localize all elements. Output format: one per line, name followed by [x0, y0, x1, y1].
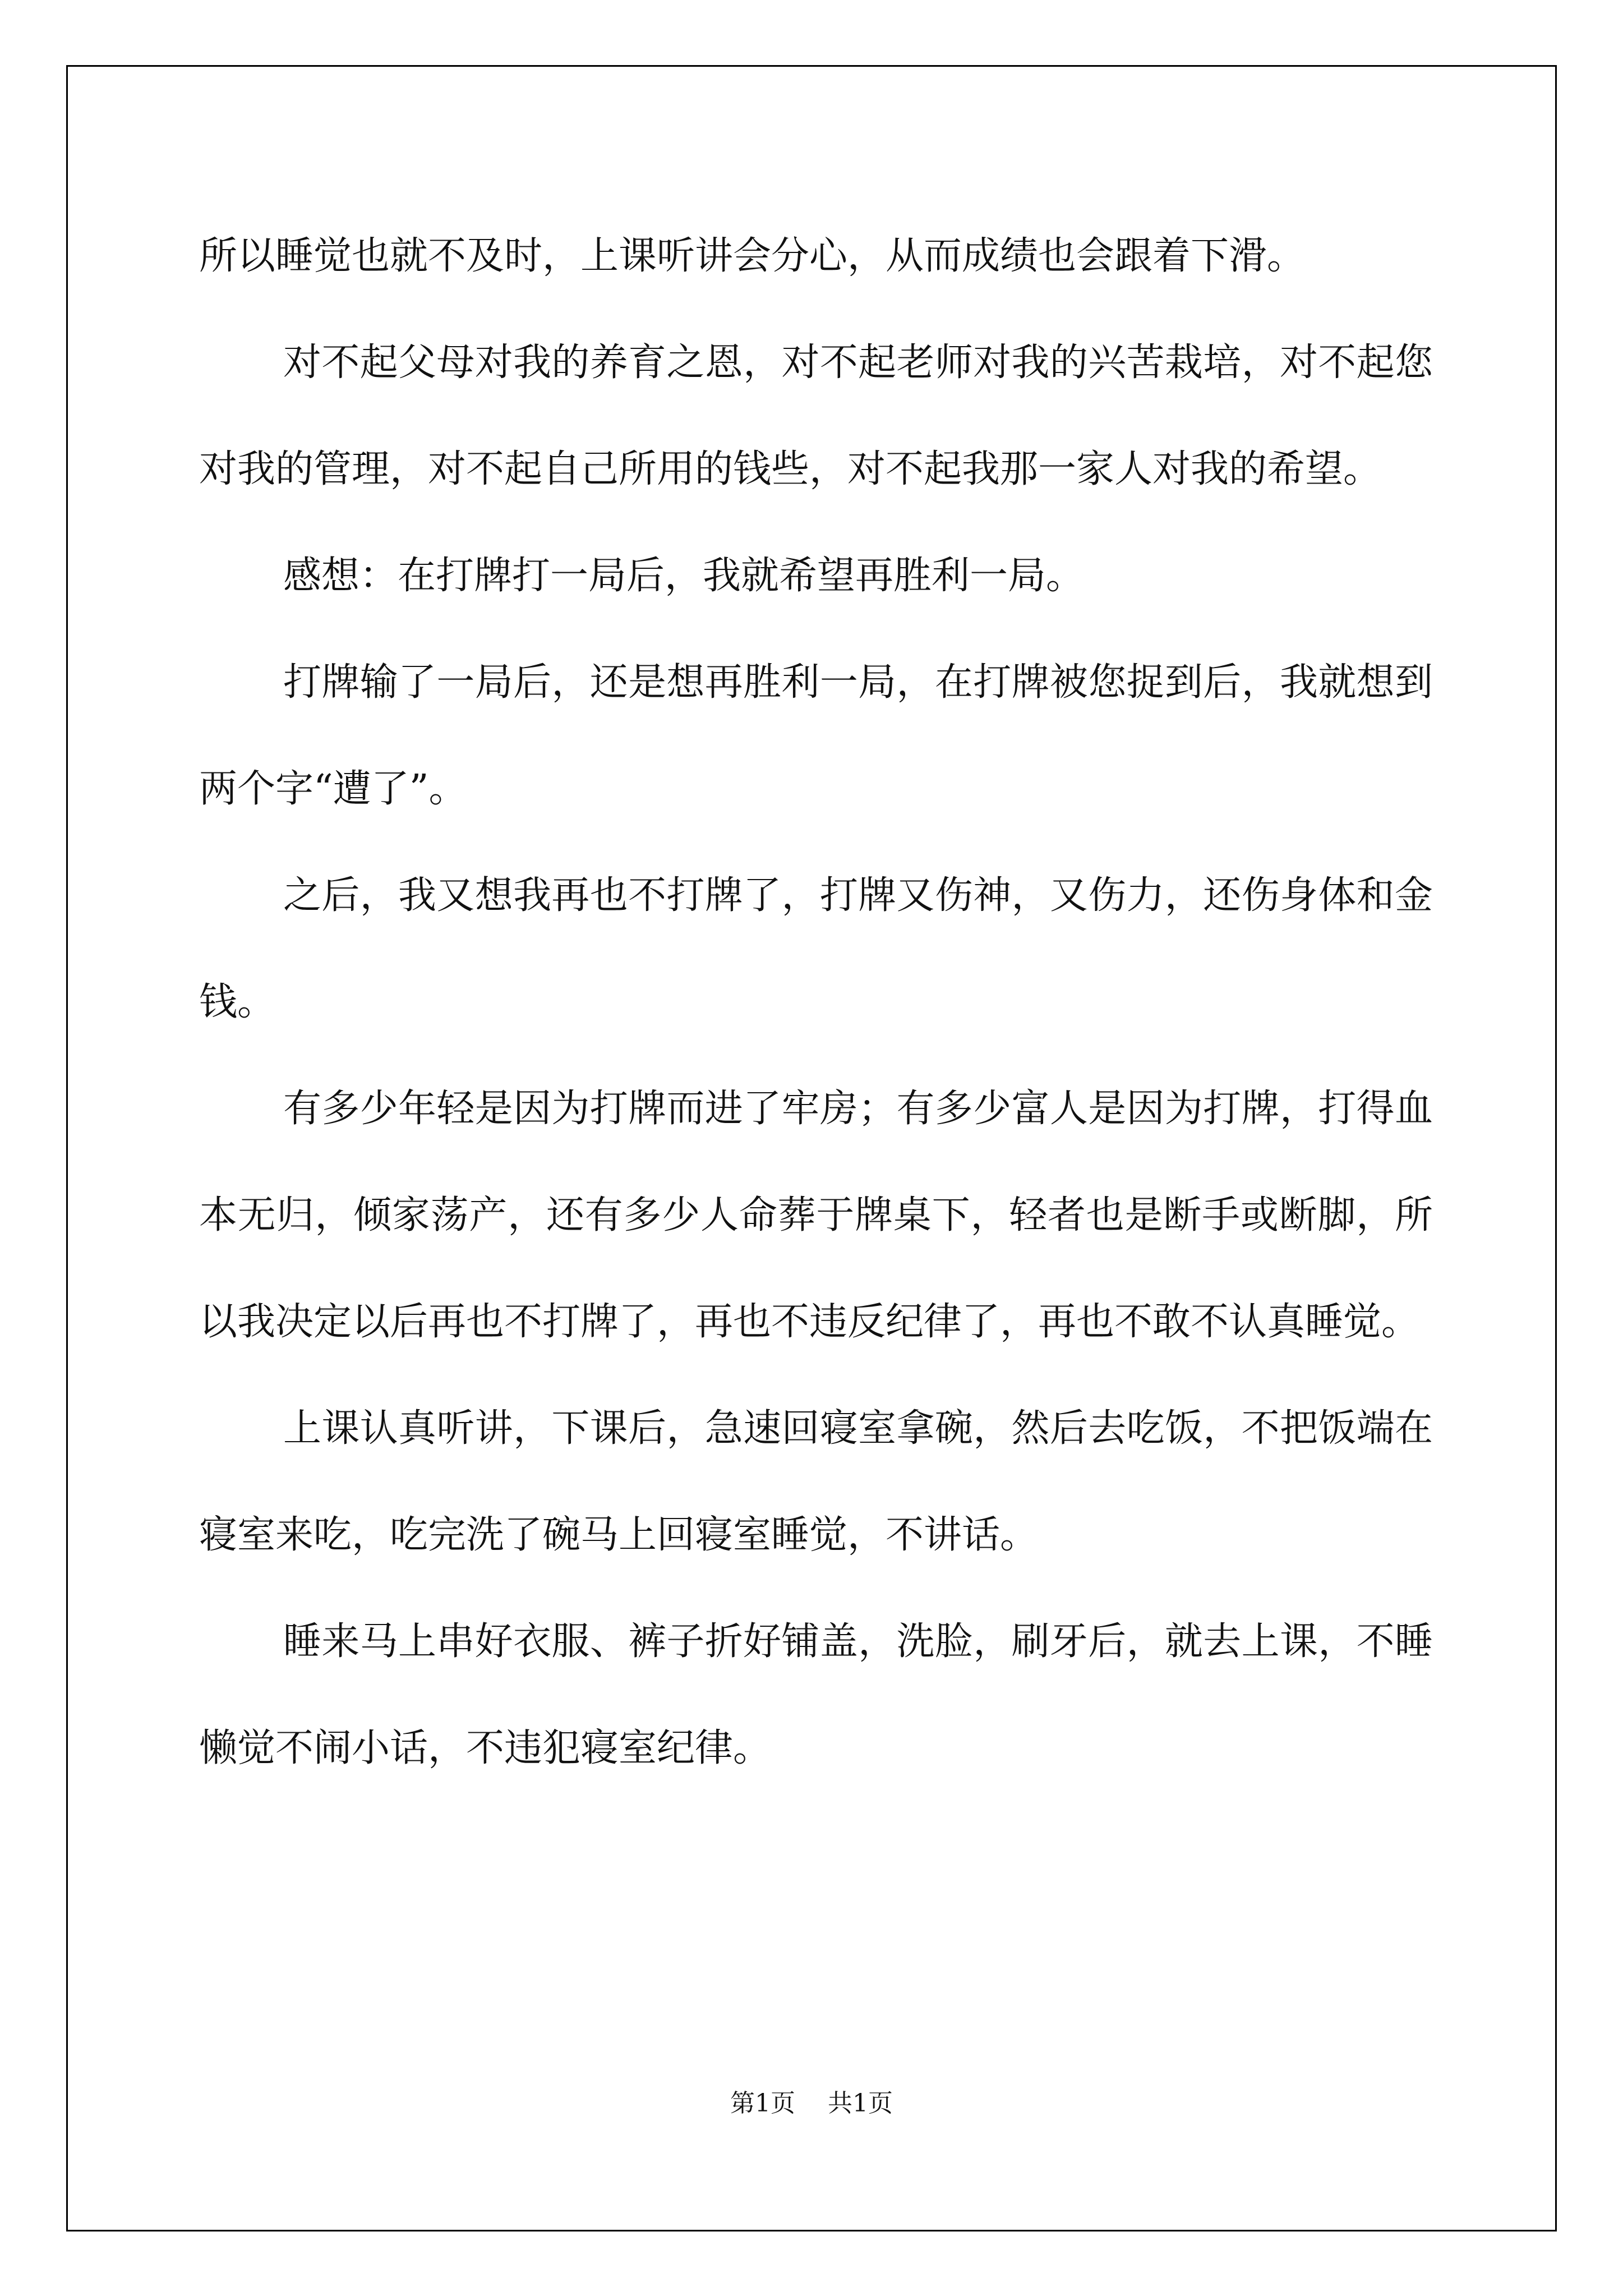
paragraph: 打牌输了一局后，还是想再胜利一局，在打牌被您捉到后，我就想到两个字“遭了”。 [199, 660, 1433, 811]
paragraph: 有多少年轻是因为打牌而进了牢房；有多少富人是因为打牌，打得血本无归，倾家荡产，还有多少人命葬于牌桌下，轻者也是断手或断脚，所以我决定以后再也不打牌了，再也不违反纪律了，再也不敢不认真睡觉。 [199, 1087, 1433, 1344]
paragraph: 所以睡觉也就不及时，上课听讲会分心，从而成绩也会跟着下滑。 [199, 234, 1306, 278]
paragraph: 感想：在打牌打一局后，我就希望再胜利一局。 [283, 554, 1085, 598]
paragraph: 上课认真听讲，下课后，急速回寝室拿碗，然后去吃饭，不把饭端在寝室来吃，吃完洗了碗马上回寝室睡觉，不讲话。 [199, 1406, 1433, 1557]
document-body [199, 203, 1433, 1802]
paragraph: 对不起父母对我的养育之恩，对不起老师对我的兴苦栽培，对不起您对我的管理，对不起自己所用的钱些，对不起我那一家人对我的希望。 [199, 341, 1433, 491]
paragraph: 睡来马上串好衣服、裤子折好铺盖，洗脸，刷牙后，就去上课，不睡懒觉不闹小话，不违犯寝室纪律。 [199, 1619, 1433, 1770]
page-footer [0, 2083, 1623, 2119]
page-number-current: 第1页 [730, 2089, 795, 2118]
page-number-total: 共1页 [828, 2089, 893, 2118]
paragraph: 之后，我又想我再也不打牌了，打牌又伤神，又伤力，还伤身体和金钱。 [199, 873, 1433, 1024]
